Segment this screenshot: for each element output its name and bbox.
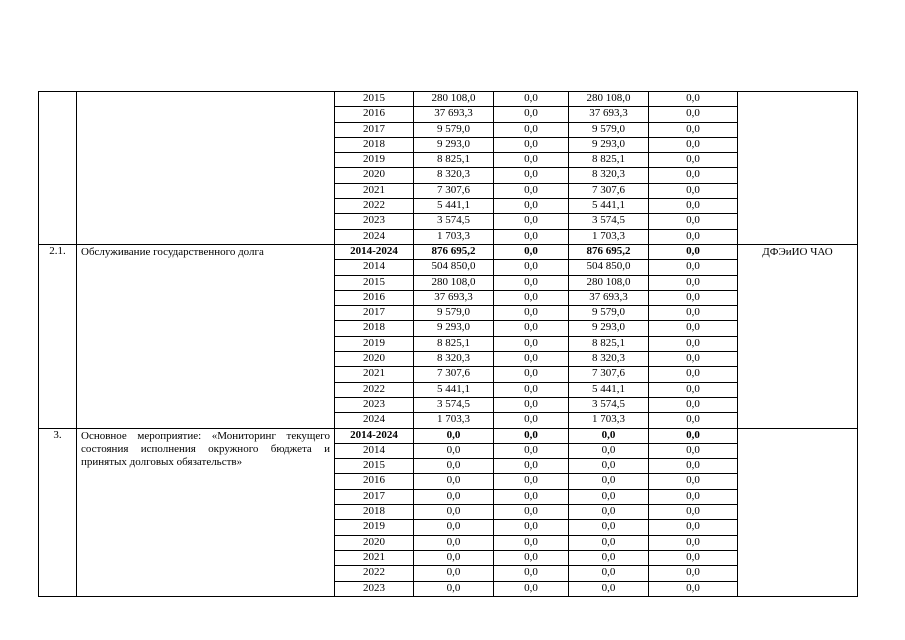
- year-cell: 2015: [335, 92, 414, 107]
- regional-amount-cell: 9 293,0: [569, 137, 649, 152]
- regional-amount-cell: 0,0: [569, 474, 649, 489]
- total-amount-cell: 8 320,3: [414, 168, 494, 183]
- year-cell: 2015: [335, 459, 414, 474]
- other-amount-cell: 0,0: [649, 168, 738, 183]
- year-cell: 2016: [335, 107, 414, 122]
- other-amount-cell: 0,0: [649, 397, 738, 412]
- year-cell: 2020: [335, 352, 414, 367]
- other-amount-cell: 0,0: [649, 352, 738, 367]
- regional-amount-cell: 8 320,3: [569, 352, 649, 367]
- item-number-cell: 3.: [39, 428, 77, 596]
- other-amount-cell: 0,0: [649, 199, 738, 214]
- other-amount-cell: 0,0: [649, 107, 738, 122]
- regional-amount-cell: 0,0: [569, 550, 649, 565]
- federal-amount-cell: 0,0: [494, 244, 569, 259]
- other-amount-cell: 0,0: [649, 443, 738, 458]
- total-amount-cell: 876 695,2: [414, 244, 494, 259]
- total-amount-cell: 0,0: [414, 566, 494, 581]
- federal-amount-cell: 0,0: [494, 107, 569, 122]
- regional-amount-cell: 0,0: [569, 505, 649, 520]
- year-cell: 2021: [335, 367, 414, 382]
- other-amount-cell: 0,0: [649, 550, 738, 565]
- period-cell: 2014-2024: [335, 244, 414, 259]
- regional-amount-cell: 8 825,1: [569, 336, 649, 351]
- other-amount-cell: 0,0: [649, 92, 738, 107]
- total-amount-cell: 0,0: [414, 505, 494, 520]
- item-title-cell: Обслуживание государственного долга: [77, 244, 335, 428]
- year-cell: 2022: [335, 382, 414, 397]
- regional-amount-cell: 280 108,0: [569, 92, 649, 107]
- federal-amount-cell: 0,0: [494, 199, 569, 214]
- total-amount-cell: 1 703,3: [414, 229, 494, 244]
- year-cell: 2017: [335, 489, 414, 504]
- total-amount-cell: 37 693,3: [414, 107, 494, 122]
- total-amount-cell: 7 307,6: [414, 367, 494, 382]
- federal-amount-cell: 0,0: [494, 260, 569, 275]
- regional-amount-cell: 0,0: [569, 581, 649, 596]
- other-amount-cell: 0,0: [649, 520, 738, 535]
- federal-amount-cell: 0,0: [494, 428, 569, 443]
- other-amount-cell: 0,0: [649, 183, 738, 198]
- other-amount-cell: 0,0: [649, 474, 738, 489]
- item-number-cell: 2.1.: [39, 244, 77, 428]
- total-amount-cell: 7 307,6: [414, 183, 494, 198]
- other-amount-cell: 0,0: [649, 413, 738, 428]
- regional-amount-cell: 8 825,1: [569, 153, 649, 168]
- federal-amount-cell: 0,0: [494, 122, 569, 137]
- year-cell: 2014: [335, 443, 414, 458]
- federal-amount-cell: 0,0: [494, 137, 569, 152]
- total-amount-cell: 5 441,1: [414, 199, 494, 214]
- table-row-total: [39, 428, 858, 443]
- item-title-cell: [77, 92, 335, 245]
- year-cell: 2023: [335, 581, 414, 596]
- year-cell: 2023: [335, 397, 414, 412]
- year-cell: 2023: [335, 214, 414, 229]
- federal-amount-cell: 0,0: [494, 443, 569, 458]
- regional-amount-cell: 1 703,3: [569, 413, 649, 428]
- regional-amount-cell: 0,0: [569, 566, 649, 581]
- regional-amount-cell: 7 307,6: [569, 367, 649, 382]
- federal-amount-cell: 0,0: [494, 214, 569, 229]
- total-amount-cell: 9 293,0: [414, 137, 494, 152]
- total-amount-cell: 37 693,3: [414, 290, 494, 305]
- other-amount-cell: 0,0: [649, 153, 738, 168]
- regional-amount-cell: 5 441,1: [569, 382, 649, 397]
- other-amount-cell: 0,0: [649, 306, 738, 321]
- federal-amount-cell: 0,0: [494, 367, 569, 382]
- federal-amount-cell: 0,0: [494, 153, 569, 168]
- year-cell: 2020: [335, 168, 414, 183]
- total-amount-cell: 5 441,1: [414, 382, 494, 397]
- responsible-cell: [738, 92, 858, 245]
- year-cell: 2016: [335, 474, 414, 489]
- other-amount-cell: 0,0: [649, 137, 738, 152]
- other-amount-cell: 0,0: [649, 290, 738, 305]
- federal-amount-cell: 0,0: [494, 306, 569, 321]
- regional-amount-cell: 0,0: [569, 443, 649, 458]
- regional-amount-cell: 280 108,0: [569, 275, 649, 290]
- year-cell: 2017: [335, 306, 414, 321]
- table-row: [39, 92, 858, 107]
- federal-amount-cell: 0,0: [494, 566, 569, 581]
- federal-amount-cell: 0,0: [494, 275, 569, 290]
- year-cell: 2019: [335, 520, 414, 535]
- other-amount-cell: 0,0: [649, 275, 738, 290]
- regional-amount-cell: 0,0: [569, 489, 649, 504]
- federal-amount-cell: 0,0: [494, 397, 569, 412]
- federal-amount-cell: 0,0: [494, 474, 569, 489]
- regional-amount-cell: 7 307,6: [569, 183, 649, 198]
- other-amount-cell: 0,0: [649, 244, 738, 259]
- federal-amount-cell: 0,0: [494, 550, 569, 565]
- total-amount-cell: 0,0: [414, 535, 494, 550]
- federal-amount-cell: 0,0: [494, 336, 569, 351]
- federal-amount-cell: 0,0: [494, 168, 569, 183]
- federal-amount-cell: 0,0: [494, 489, 569, 504]
- year-cell: 2024: [335, 413, 414, 428]
- total-amount-cell: 0,0: [414, 443, 494, 458]
- year-cell: 2019: [335, 153, 414, 168]
- total-amount-cell: 3 574,5: [414, 214, 494, 229]
- federal-amount-cell: 0,0: [494, 535, 569, 550]
- total-amount-cell: 280 108,0: [414, 92, 494, 107]
- year-cell: 2021: [335, 550, 414, 565]
- total-amount-cell: 0,0: [414, 550, 494, 565]
- federal-amount-cell: 0,0: [494, 520, 569, 535]
- other-amount-cell: 0,0: [649, 260, 738, 275]
- regional-amount-cell: 9 293,0: [569, 321, 649, 336]
- budget-table: [38, 91, 858, 597]
- other-amount-cell: 0,0: [649, 459, 738, 474]
- total-amount-cell: 0,0: [414, 581, 494, 596]
- federal-amount-cell: 0,0: [494, 505, 569, 520]
- federal-amount-cell: 0,0: [494, 229, 569, 244]
- other-amount-cell: 0,0: [649, 566, 738, 581]
- total-amount-cell: 8 825,1: [414, 153, 494, 168]
- total-amount-cell: 8 825,1: [414, 336, 494, 351]
- table-row-total: [39, 244, 858, 259]
- other-amount-cell: 0,0: [649, 229, 738, 244]
- total-amount-cell: 9 579,0: [414, 306, 494, 321]
- year-cell: 2019: [335, 336, 414, 351]
- total-amount-cell: 0,0: [414, 520, 494, 535]
- other-amount-cell: 0,0: [649, 214, 738, 229]
- regional-amount-cell: 0,0: [569, 520, 649, 535]
- other-amount-cell: 0,0: [649, 489, 738, 504]
- year-cell: 2018: [335, 505, 414, 520]
- federal-amount-cell: 0,0: [494, 352, 569, 367]
- other-amount-cell: 0,0: [649, 428, 738, 443]
- total-amount-cell: 8 320,3: [414, 352, 494, 367]
- total-amount-cell: 0,0: [414, 474, 494, 489]
- regional-amount-cell: 504 850,0: [569, 260, 649, 275]
- other-amount-cell: 0,0: [649, 581, 738, 596]
- regional-amount-cell: 37 693,3: [569, 107, 649, 122]
- other-amount-cell: 0,0: [649, 382, 738, 397]
- other-amount-cell: 0,0: [649, 321, 738, 336]
- other-amount-cell: 0,0: [649, 336, 738, 351]
- regional-amount-cell: 3 574,5: [569, 214, 649, 229]
- regional-amount-cell: 0,0: [569, 459, 649, 474]
- total-amount-cell: 9 293,0: [414, 321, 494, 336]
- federal-amount-cell: 0,0: [494, 321, 569, 336]
- item-title-cell: Основное мероприятие: «Мониторинг текущего состояния исполнения окружного бюджета и принятых долговых обязательств»: [77, 428, 335, 596]
- regional-amount-cell: 876 695,2: [569, 244, 649, 259]
- year-cell: 2022: [335, 566, 414, 581]
- year-cell: 2017: [335, 122, 414, 137]
- year-cell: 2018: [335, 137, 414, 152]
- other-amount-cell: 0,0: [649, 367, 738, 382]
- total-amount-cell: 280 108,0: [414, 275, 494, 290]
- year-cell: 2022: [335, 199, 414, 214]
- year-cell: 2020: [335, 535, 414, 550]
- total-amount-cell: 3 574,5: [414, 397, 494, 412]
- total-amount-cell: 0,0: [414, 489, 494, 504]
- total-amount-cell: 9 579,0: [414, 122, 494, 137]
- total-amount-cell: 504 850,0: [414, 260, 494, 275]
- regional-amount-cell: 5 441,1: [569, 199, 649, 214]
- federal-amount-cell: 0,0: [494, 382, 569, 397]
- federal-amount-cell: 0,0: [494, 92, 569, 107]
- federal-amount-cell: 0,0: [494, 290, 569, 305]
- total-amount-cell: 0,0: [414, 428, 494, 443]
- regional-amount-cell: 3 574,5: [569, 397, 649, 412]
- regional-amount-cell: 9 579,0: [569, 306, 649, 321]
- item-number-cell: [39, 92, 77, 245]
- other-amount-cell: 0,0: [649, 505, 738, 520]
- responsible-cell: ДФЭиИО ЧАО: [738, 244, 858, 428]
- budget-table-body: [39, 92, 858, 597]
- responsible-cell: [738, 428, 858, 596]
- year-cell: 2014: [335, 260, 414, 275]
- year-cell: 2015: [335, 275, 414, 290]
- regional-amount-cell: 9 579,0: [569, 122, 649, 137]
- regional-amount-cell: 0,0: [569, 535, 649, 550]
- regional-amount-cell: 0,0: [569, 428, 649, 443]
- period-cell: 2014-2024: [335, 428, 414, 443]
- federal-amount-cell: 0,0: [494, 183, 569, 198]
- federal-amount-cell: 0,0: [494, 459, 569, 474]
- year-cell: 2024: [335, 229, 414, 244]
- regional-amount-cell: 37 693,3: [569, 290, 649, 305]
- year-cell: 2021: [335, 183, 414, 198]
- federal-amount-cell: 0,0: [494, 413, 569, 428]
- other-amount-cell: 0,0: [649, 122, 738, 137]
- federal-amount-cell: 0,0: [494, 581, 569, 596]
- year-cell: 2018: [335, 321, 414, 336]
- other-amount-cell: 0,0: [649, 535, 738, 550]
- total-amount-cell: 1 703,3: [414, 413, 494, 428]
- total-amount-cell: 0,0: [414, 459, 494, 474]
- year-cell: 2016: [335, 290, 414, 305]
- regional-amount-cell: 1 703,3: [569, 229, 649, 244]
- regional-amount-cell: 8 320,3: [569, 168, 649, 183]
